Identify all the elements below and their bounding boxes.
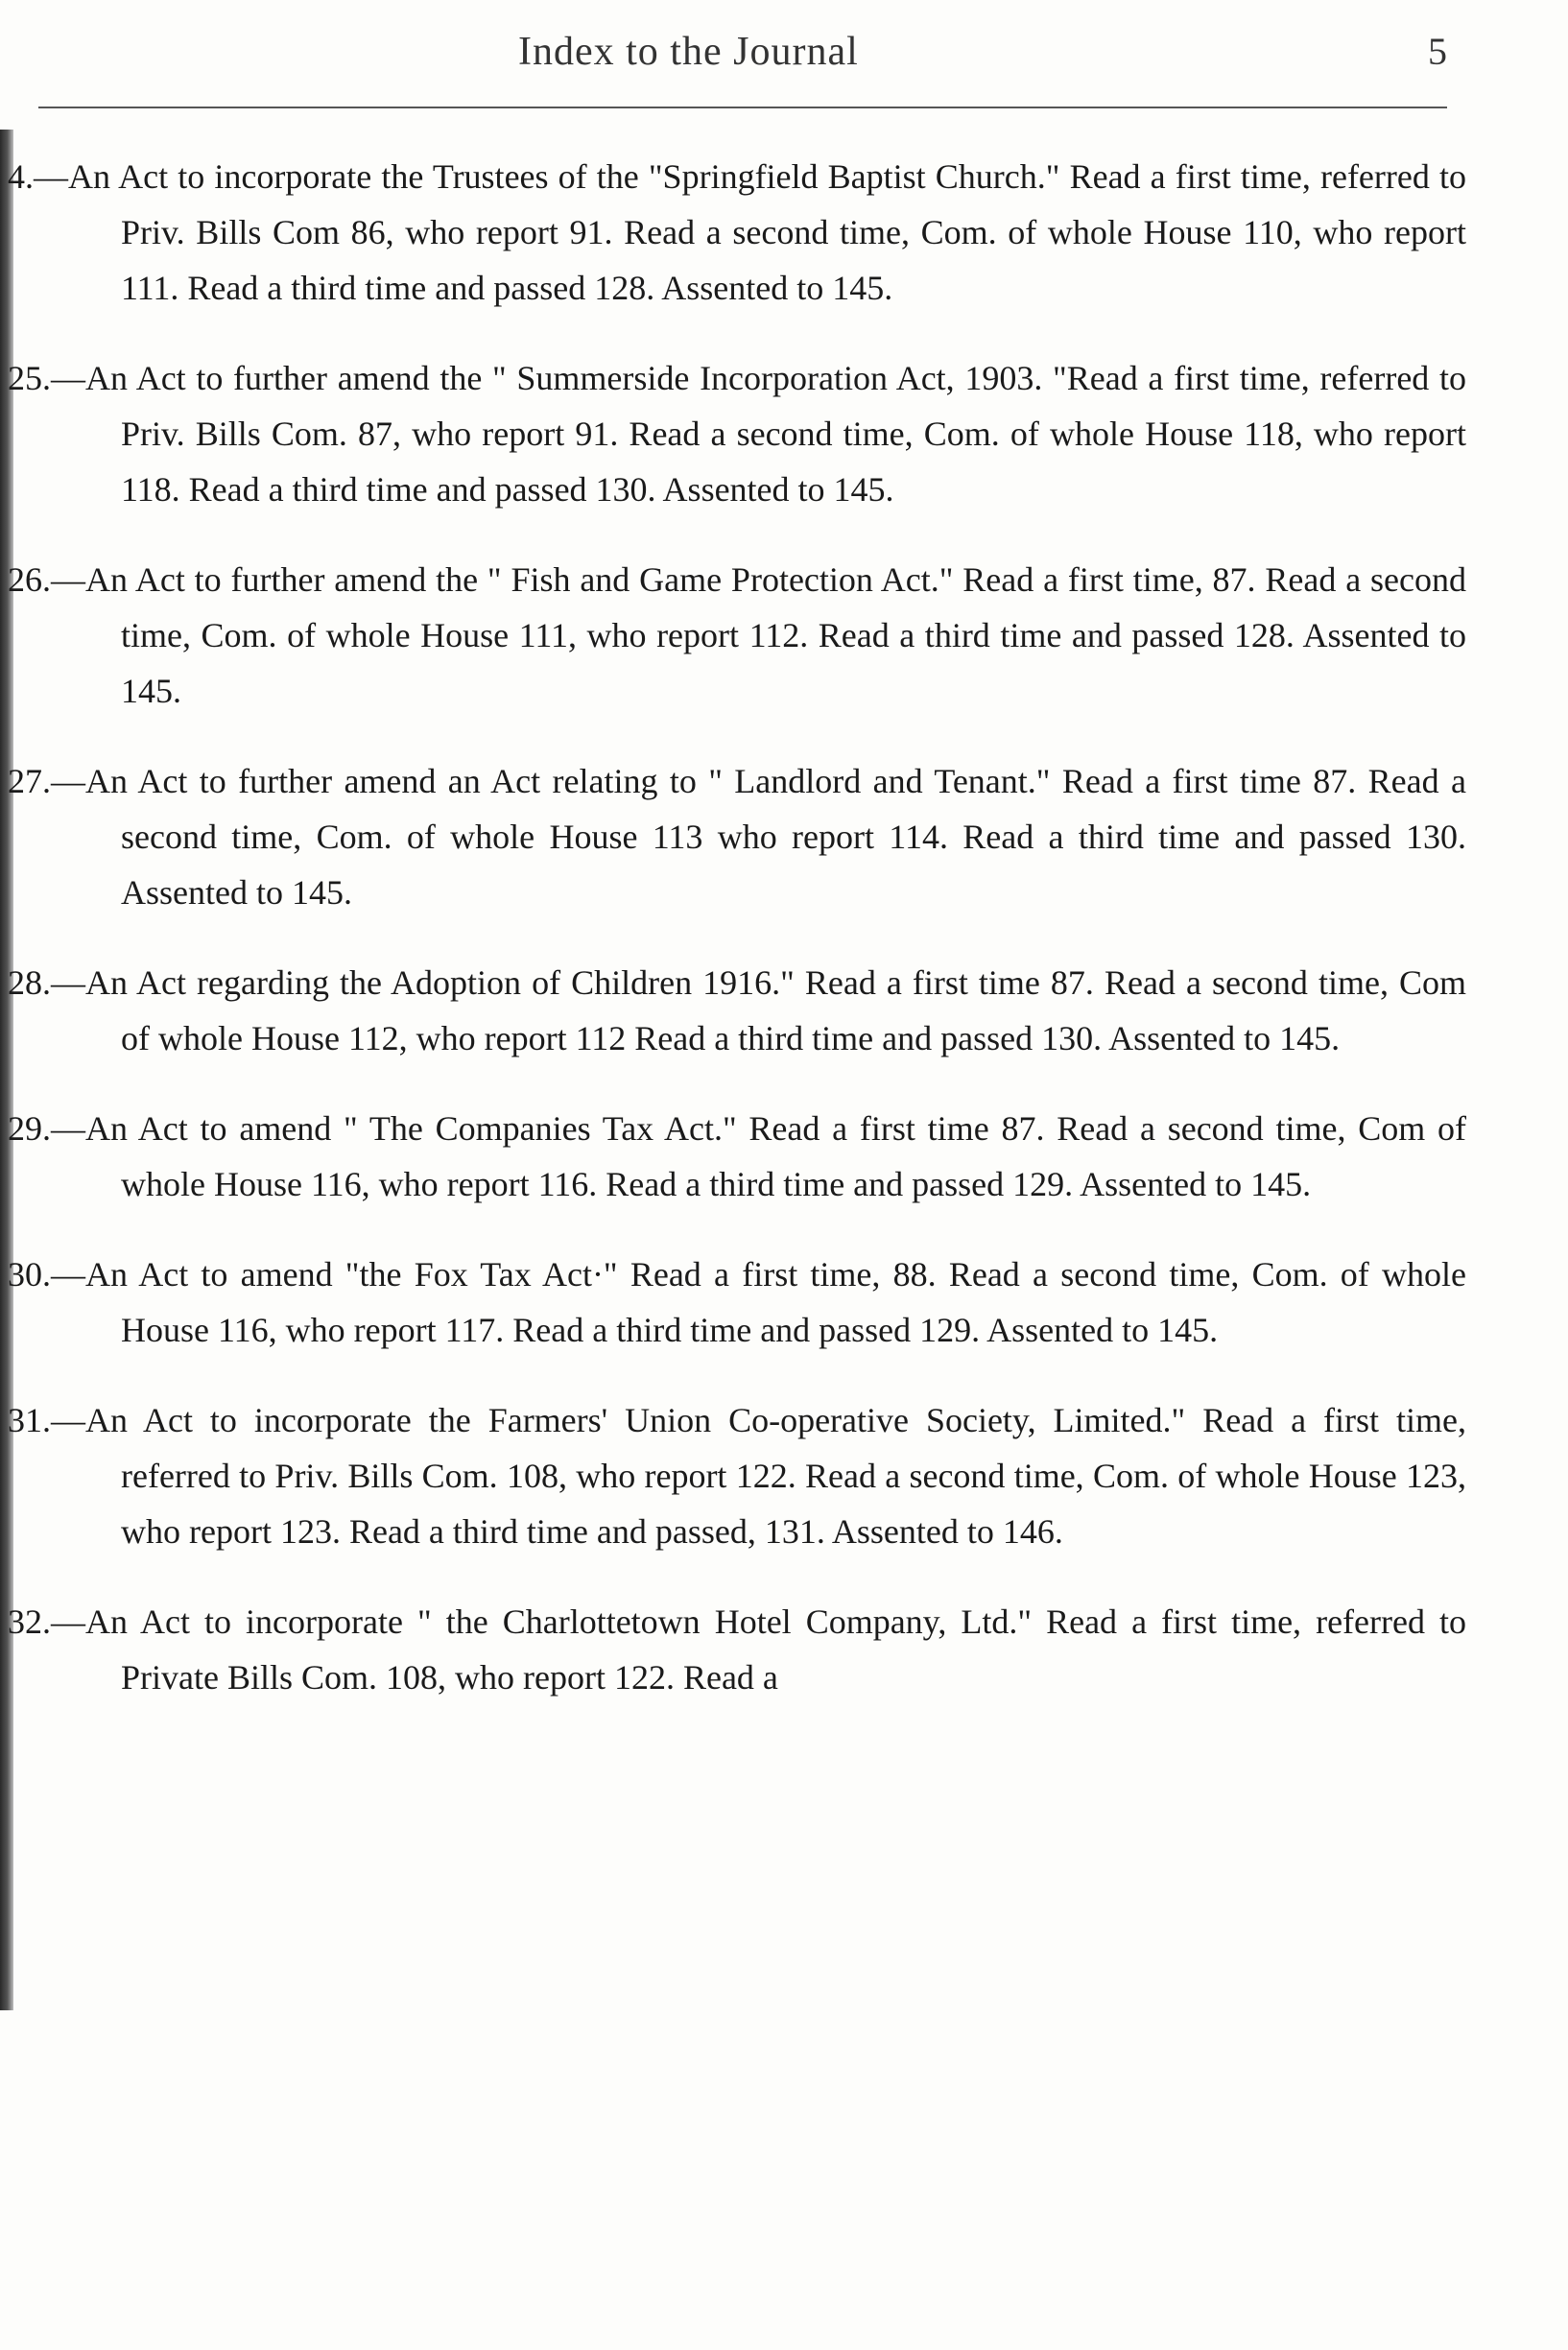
index-entry-28 — [8, 955, 1466, 1066]
entry-text: —An Act to amend " The Companies Tax Act." Read a first time 87. Read a second time, Com of whole House 116, who report 116. Read a third time and passed 129. Assented to 145. — [51, 1109, 1466, 1203]
index-entry-32 — [8, 1594, 1466, 1705]
entry-text: —An Act to further amend the " Fish and Game Protection Act." Read a first time, 87. Read a second time, Com. of whole House 111, who report 112. Read a third time and passed 128. Assented to 145. — [51, 560, 1466, 710]
entry-number: 31. — [8, 1401, 51, 1439]
index-entry-24 — [8, 149, 1466, 316]
entry-text: —An Act to amend "the Fox Tax Act·" Read a first time, 88. Read a second time, Com. of whole House 116, who report 117. Read a third time and passed 129. Assented to 145. — [51, 1255, 1466, 1349]
entry-number: 29. — [8, 1109, 51, 1148]
entry-text: —An Act to further amend the " Summerside Incorporation Act, 1903. "Read a first time, referred to Priv. Bills Com. 87, who report 91. Read a second time, Com. of whole House 118, who report 118. Read a third time and passed 130. Assented to 145. — [51, 359, 1466, 509]
index-entry-26 — [8, 552, 1466, 719]
entry-number: 25. — [8, 359, 51, 397]
page-number: 5 — [1428, 30, 1447, 73]
page-header — [0, 29, 1568, 86]
page-title: Index to the Journal — [518, 30, 859, 74]
index-entry-25 — [8, 350, 1466, 517]
entry-text: —An Act to incorporate the Trustees of the "Springfield Baptist Church." Read a first time, referred to Priv. Bills Com 86, who report 91. Read a second time, Com. of whole House 110, who report 111. Read a third time and passed 128. Assented to 145. — [34, 157, 1466, 307]
index-entry-27 — [8, 753, 1466, 920]
entry-text: —An Act to incorporate the Farmers' Union Co-operative Society, Limited." Read a first time, referred to Priv. Bills Com. 108, who report 122. Read a second time, Com. of whole House 123, who report 123. Read a third time and passed, 131. Assented to 146. — [51, 1401, 1466, 1551]
index-entry-31 — [8, 1392, 1466, 1559]
index-entry-30 — [8, 1246, 1466, 1358]
entry-text: —An Act to incorporate " the Charlottetown Hotel Company, Ltd." Read a first time, referred to Private Bills Com. 108, who report 122. Read a — [51, 1602, 1466, 1697]
entry-number: 30. — [8, 1255, 51, 1294]
entry-number: 28. — [8, 963, 51, 1002]
index-entries — [8, 149, 1466, 1740]
entry-number: 27. — [8, 762, 51, 800]
entry-number: 32. — [8, 1602, 51, 1641]
entry-number: 26. — [8, 560, 51, 599]
entry-number: 4. — [8, 157, 34, 196]
entry-text: —An Act regarding the Adoption of Children 1916." Read a first time 87. Read a second time, Com of whole House 112, who report 112 Read a third time and passed 130. Assented to 145. — [51, 963, 1466, 1057]
entry-text: —An Act to further amend an Act relating to " Landlord and Tenant." Read a first time 87. Read a second time, Com. of whole House 113 who report 114. Read a third time and passed 130. Assented to 145. — [51, 762, 1466, 912]
index-entry-29 — [8, 1101, 1466, 1212]
header-rule — [38, 107, 1447, 108]
